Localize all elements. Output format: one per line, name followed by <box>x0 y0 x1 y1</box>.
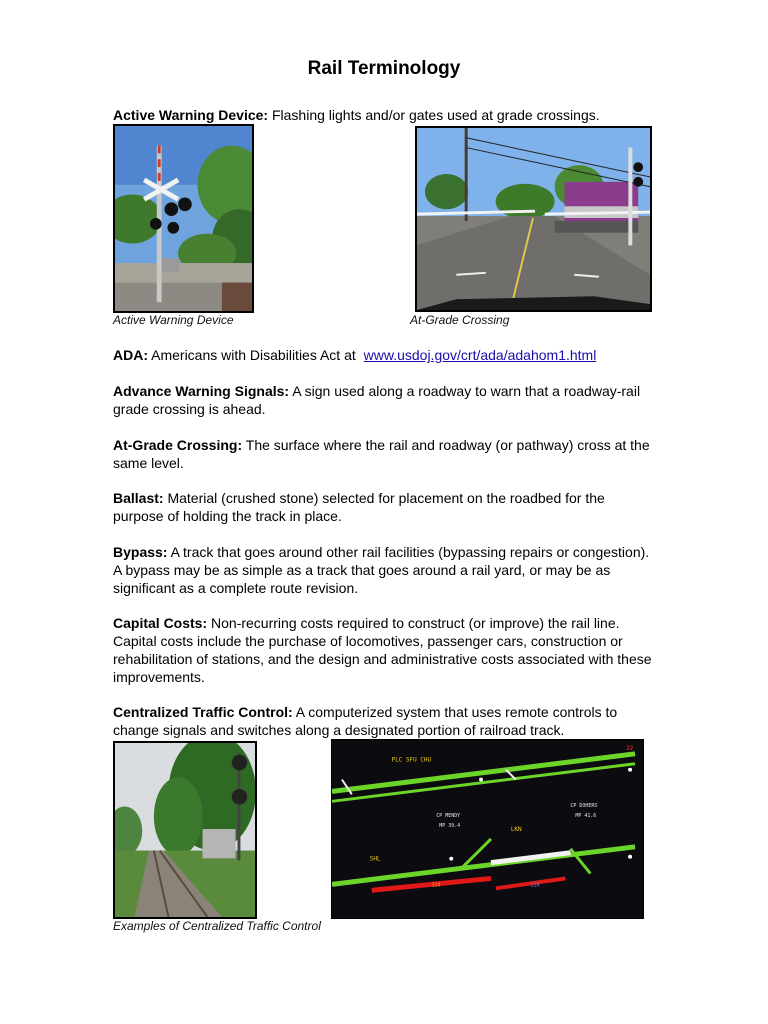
term: ADA: <box>113 347 148 363</box>
entry-ada <box>113 346 653 364</box>
panel-label-mp-right: MP 41.6 <box>575 813 597 820</box>
panel-label-center: LKN <box>510 825 522 833</box>
term: Centralized Traffic Control: <box>113 704 293 720</box>
at-grade-crossing-photo <box>415 126 652 312</box>
panel-label-cp-right: CP DOHERS <box>570 803 598 810</box>
panel-label-mp-left: MP 39.4 <box>439 823 461 830</box>
definition: Material (crushed stone) selected for placement on the roadbed for the purpose of holding the track in place. <box>113 490 605 524</box>
entry-at-grade-crossing <box>113 436 653 472</box>
definition: Flashing lights and/or gates used at grade crossings. <box>268 107 600 123</box>
entry-bypass <box>113 543 653 597</box>
caption-centralized-traffic-control: Examples of Centralized Traffic Control <box>113 919 321 933</box>
caption-at-grade-crossing: At-Grade Crossing <box>410 313 510 327</box>
entry-capital-costs <box>113 614 653 686</box>
caption-active-warning-device: Active Warning Device <box>113 313 234 327</box>
panel-label-red-left: 324 <box>431 882 441 889</box>
entry-centralized-traffic-control <box>113 703 653 739</box>
panel-label-red-right: 224 <box>530 882 540 889</box>
panel-label-corner: 22 <box>626 744 634 752</box>
term: Capital Costs: <box>113 615 208 631</box>
entry-active-warning-device <box>113 106 653 124</box>
entry-ballast <box>113 489 653 525</box>
panel-label-left: SHL <box>369 855 381 863</box>
ada-link[interactable]: www.usdoj.gov/crt/ada/adahom1.html <box>363 347 597 363</box>
entry-advance-warning-signals <box>113 382 653 418</box>
panel-label-cp-left: CP MENDY <box>436 813 461 820</box>
term: Ballast: <box>113 490 164 506</box>
ctc-track-photo <box>113 741 257 919</box>
ctc-control-panel-photo <box>331 739 644 919</box>
definition: A track that goes around other rail facilities (bypassing repairs or congestion). A bypass may be as simple as a track that goes around a rail yard, or may be as significant as a complete route revision. <box>113 544 650 596</box>
term: Bypass: <box>113 544 168 560</box>
term: At-Grade Crossing: <box>113 437 243 453</box>
term: Advance Warning Signals: <box>113 383 290 399</box>
definition: Americans with Disabilities Act at <box>148 347 360 363</box>
term: Active Warning Device: <box>113 107 269 123</box>
page-title: Rail Terminology <box>307 58 461 79</box>
active-warning-device-photo <box>113 124 254 313</box>
definition: Non-recurring costs required to construct (or improve) the rail line. Capital costs include the purchase of locomotives, passenger cars, construction or rehabilitation of stations, and the design and administrative costs associated with these improvements. <box>113 615 652 685</box>
panel-label-top-left: PLC SFU CHU <box>391 756 432 764</box>
definition: A sign used along a roadway to warn that a roadway-rail grade crossing is ahead. <box>113 383 641 417</box>
definition: The surface where the rail and roadway (or pathway) cross at the same level. <box>113 437 650 471</box>
definition: A computerized system that uses remote controls to change signals and switches along a designated portion of railroad track. <box>113 704 618 738</box>
